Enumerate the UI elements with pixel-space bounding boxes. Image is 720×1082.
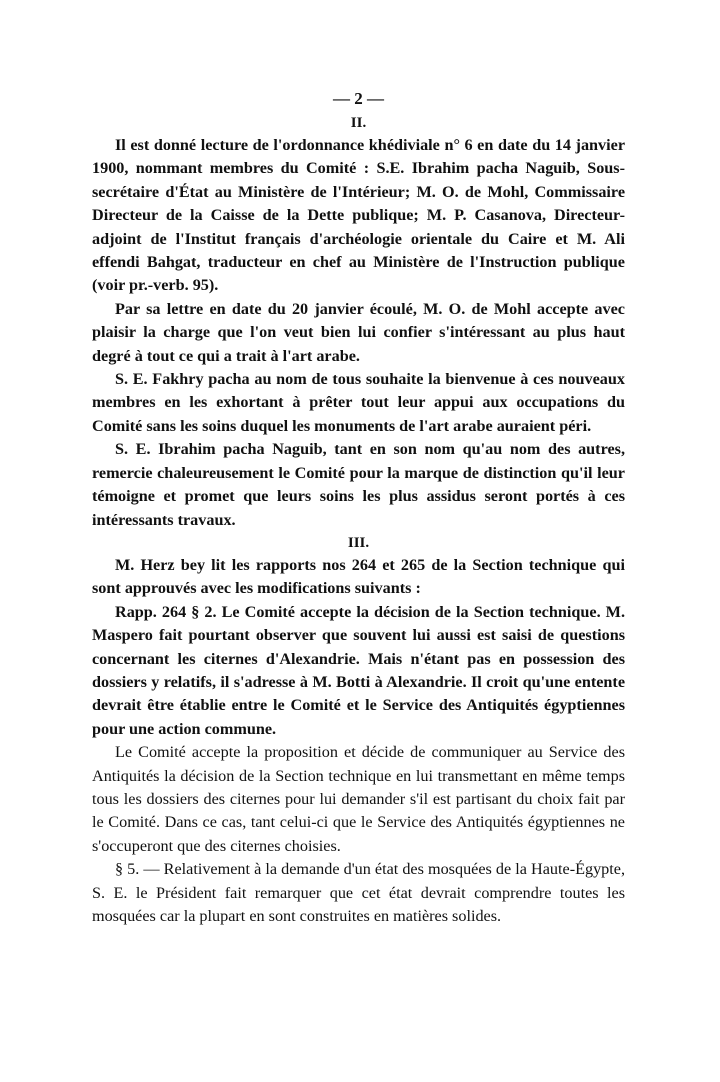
document-page — [92, 86, 625, 928]
paragraph: Il est donné lecture de l'ordonnance khédiviale n° 6 en date du 14 janvier 1900, nommant membres du Comité : S.E. Ibrahim pacha Naguib, Sous-secrétaire d'État au Ministère de l'Intérieur; M. O. de Mohl, Commissaire Directeur de la Caisse de la Dette publique; M. P. Casanova, Directeur-adjoint de l'Institut français d'archéologie orientale du Caire et M. Ali effendi Bahgat, traducteur en chef au Ministère de l'Instruction publique (voir pr.-verb. 95). — [92, 136, 625, 295]
paragraph: S. E. Ibrahim pacha Naguib, tant en son nom qu'au nom des autres, remercie chaleureusement le Comité pour la marque de distinction qu'il leur témoigne et promet que leurs soins les plus assidus seront portés à ces intéressants travaux. — [92, 440, 625, 529]
page-number: — 2 — — [333, 89, 384, 108]
paragraph: Rapp. 264 § 2. Le Comité accepte la décision de la Section technique. M. Maspero fait pourtant observer que souvent lui aussi est saisi de questions concernant les citernes d'Alexandrie. Mais n'étant pas en possession des dossiers y relatifs, il s'adresse à M. Botti à Alexandrie. Il croit qu'une entente devrait être établie entre le Comité et le Service des Antiquités égyptiennes pour une action commune. — [92, 602, 625, 738]
paragraph: Le Comité accepte la proposition et décide de communiquer au Service des Antiquités la décision de la Section technique en lui transmettant en même temps tous les dossiers des citernes pour lui demander s'il est partisant du choix fait par le Comité. Dans ce cas, tant celui-ci que le Service des Antiquités égyptiennes ne s'occuperont que des citernes choisies. — [92, 743, 625, 855]
section-heading-ii: II. — [350, 115, 367, 131]
paragraph: M. Herz bey lit les rapports nos 264 et 265 de la Section technique qui sont approuvés avec les modifications suivants : — [92, 555, 625, 598]
paragraph: S. E. Fakhry pacha au nom de tous souhaite la bienvenue à ces nouveaux membres en les exhortant à prêter tout leur appui aux occupations du Comité sans les soins duquel les monuments de l'art arabe auraient péri. — [92, 370, 625, 435]
section-heading-iii: III. — [347, 534, 370, 551]
paragraph: § 5. — Relativement à la demande d'un état des mosquées de la Haute-Égypte, S. E. le Président fait remarquer que cet état devrait comprendre toutes les mosquées car la plupart en sont construites en matières solides. — [92, 860, 625, 925]
paragraph: Par sa lettre en date du 20 janvier écoulé, M. O. de Mohl accepte avec plaisir la charge que l'on veut bien lui confier s'intéressant au plus haut degré à tout ce qui a trait à l'art arabe. — [92, 299, 625, 365]
